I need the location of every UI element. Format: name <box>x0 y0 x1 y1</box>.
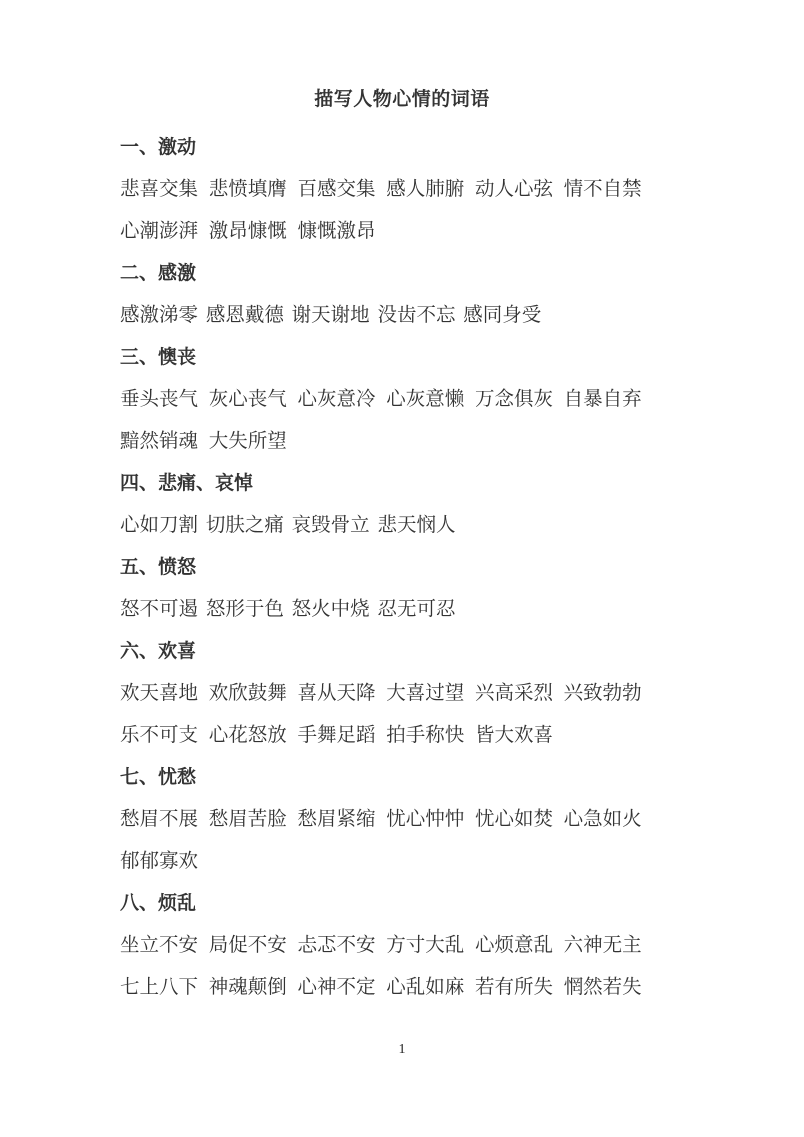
idiom-word: 心潮澎湃 <box>120 219 199 242</box>
idiom-word: 自暴自弃 <box>563 387 642 410</box>
section-heading: 七、忧愁 <box>120 766 197 788</box>
word-list <box>120 504 720 546</box>
idiom-word: 悲愤填膺 <box>208 177 287 200</box>
section-heading: 四、悲痛、哀悼 <box>120 472 254 494</box>
word-sections <box>120 126 720 1008</box>
idiom-word: 灰心丧气 <box>208 387 287 410</box>
idiom-word: 垂头丧气 <box>120 387 199 410</box>
idiom-word: 怒不可遏 <box>120 597 199 620</box>
idiom-word: 七上八下 <box>120 975 199 998</box>
idiom-word: 手舞足蹈 <box>297 723 376 746</box>
idiom-word: 情不自禁 <box>563 177 642 200</box>
idiom-word: 六神无主 <box>563 933 642 956</box>
word-line <box>120 798 720 840</box>
idiom-word: 兴致勃勃 <box>563 681 642 704</box>
word-line <box>120 294 720 336</box>
idiom-word: 坐立不安 <box>120 933 199 956</box>
word-line <box>120 714 720 756</box>
idiom-word: 切肤之痛 <box>205 513 284 536</box>
idiom-word: 怒火中烧 <box>291 597 370 620</box>
idiom-word: 感人肺腑 <box>386 177 465 200</box>
idiom-word: 皆大欢喜 <box>474 723 553 746</box>
word-line <box>120 840 720 882</box>
idiom-word: 哀毁骨立 <box>291 513 370 536</box>
idiom-word: 万念俱灰 <box>474 387 553 410</box>
idiom-word: 动人心弦 <box>474 177 553 200</box>
word-line <box>120 966 720 1008</box>
word-line <box>120 210 720 252</box>
idiom-word: 愁眉苦脸 <box>208 807 287 830</box>
word-list <box>120 168 720 252</box>
idiom-word: 悲天悯人 <box>377 513 456 536</box>
idiom-word: 大失所望 <box>208 429 287 452</box>
section-heading: 三、懊丧 <box>120 346 197 368</box>
idiom-word: 忧心如焚 <box>474 807 553 830</box>
word-list <box>120 672 720 756</box>
idiom-word: 感同身受 <box>463 303 542 326</box>
idiom-word: 若有所失 <box>474 975 553 998</box>
word-list <box>120 294 720 336</box>
idiom-word: 乐不可支 <box>120 723 199 746</box>
word-list <box>120 924 720 1008</box>
idiom-word: 大喜过望 <box>386 681 465 704</box>
idiom-word: 百感交集 <box>297 177 376 200</box>
idiom-word: 愁眉紧缩 <box>297 807 376 830</box>
idiom-word: 心急如火 <box>563 807 642 830</box>
idiom-word: 心灰意冷 <box>297 387 376 410</box>
word-line <box>120 588 720 630</box>
word-list <box>120 588 720 630</box>
word-line <box>120 924 720 966</box>
idiom-word: 心灰意懒 <box>386 387 465 410</box>
idiom-word: 心乱如麻 <box>386 975 465 998</box>
word-line <box>120 504 720 546</box>
word-list <box>120 798 720 882</box>
idiom-word: 忧心忡忡 <box>386 807 465 830</box>
idiom-word: 兴高采烈 <box>474 681 553 704</box>
idiom-word: 心神不定 <box>297 975 376 998</box>
idiom-word: 激昂慷慨 <box>208 219 287 242</box>
idiom-word: 心如刀割 <box>120 513 199 536</box>
idiom-word: 拍手称快 <box>386 723 465 746</box>
section-heading: 六、欢喜 <box>120 640 197 662</box>
section-heading: 八、烦乱 <box>120 892 197 914</box>
idiom-word: 怒形于色 <box>205 597 284 620</box>
section-heading: 五、愤怒 <box>120 556 197 578</box>
section-heading: 一、激动 <box>120 136 197 158</box>
word-line <box>120 168 720 210</box>
idiom-word: 悲喜交集 <box>120 177 199 200</box>
idiom-word: 心花怒放 <box>208 723 287 746</box>
page-number: 1 <box>398 1042 406 1057</box>
idiom-word: 欢天喜地 <box>120 681 199 704</box>
idiom-word: 愁眉不展 <box>120 807 199 830</box>
section-heading: 二、感激 <box>120 262 197 284</box>
idiom-word: 方寸大乱 <box>386 933 465 956</box>
idiom-word: 没齿不忘 <box>377 303 456 326</box>
idiom-word: 心烦意乱 <box>474 933 553 956</box>
idiom-word: 郁郁寡欢 <box>120 849 199 872</box>
page-title: 描写人物心情的词语 <box>314 88 490 110</box>
idiom-word: 喜从天降 <box>297 681 376 704</box>
idiom-word: 忐忑不安 <box>297 933 376 956</box>
idiom-word: 慷慨激昂 <box>297 219 376 242</box>
word-line <box>120 420 720 462</box>
idiom-word: 惘然若失 <box>563 975 642 998</box>
idiom-word: 谢天谢地 <box>291 303 370 326</box>
word-line <box>120 672 720 714</box>
idiom-word: 黯然销魂 <box>120 429 199 452</box>
idiom-word: 局促不安 <box>208 933 287 956</box>
idiom-word: 感激涕零 <box>120 303 199 326</box>
idiom-word: 神魂颠倒 <box>208 975 287 998</box>
word-list <box>120 378 720 462</box>
word-line <box>120 378 720 420</box>
idiom-word: 感恩戴德 <box>205 303 284 326</box>
idiom-word: 欢欣鼓舞 <box>208 681 287 704</box>
idiom-word: 忍无可忍 <box>377 597 456 620</box>
